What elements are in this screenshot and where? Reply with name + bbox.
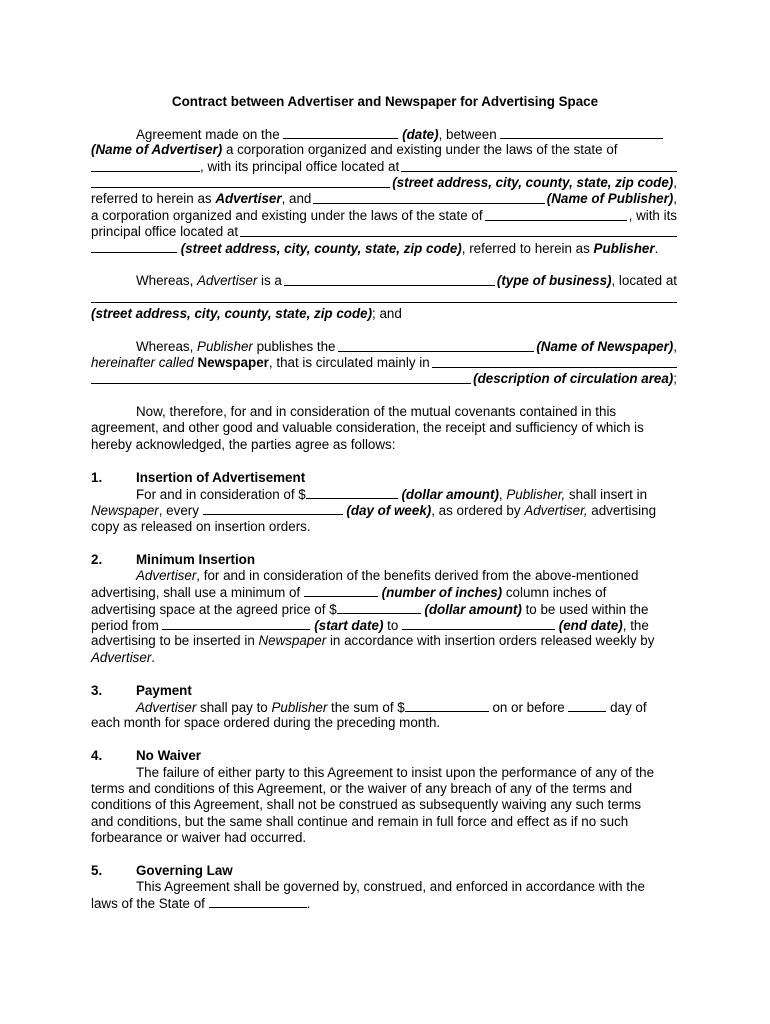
intro-line-7: principal office located at — [91, 224, 677, 240]
blank-s3-day — [568, 699, 606, 712]
blank-s1-dollar — [306, 486, 398, 499]
blank-publisher — [313, 191, 544, 204]
now-line-1: Now, therefore, for and in consideration of the mutual covenants contained in this — [136, 404, 617, 419]
blank-date — [283, 126, 398, 139]
section-4-heading: No Waiver — [136, 748, 201, 763]
whereas2-line-2: hereinafter called Newspaper, that is circulated mainly in — [91, 355, 677, 371]
blank-s2-dollar — [337, 601, 421, 614]
s2-line-6: Advertiser. — [91, 650, 156, 665]
section-3-number: 3. — [91, 683, 103, 698]
intro-line-5: referred to herein as Advertiser, and (Name of Publisher), — [91, 191, 677, 206]
blank-business-type — [284, 273, 495, 286]
intro-line-3: , with its principal office located at — [91, 159, 677, 175]
blank-s5-state — [209, 895, 307, 908]
blank-between — [500, 126, 663, 139]
s4-line-5: forbearance or waiver had occurred. — [91, 830, 307, 845]
intro-line-6: a corporation organized and existing under the laws of the state of , with its — [91, 208, 677, 223]
section-2-heading: Minimum Insertion — [136, 552, 256, 567]
blank-state — [91, 159, 200, 172]
section-5-number: 5. — [91, 863, 103, 878]
whereas2-line-3: (description of circulation area); — [91, 371, 677, 387]
s2-line-3: advertising space at the agreed price of $ (dollar amount) to be used within the — [91, 602, 649, 617]
section-1-number: 1. — [91, 470, 103, 485]
blank-pub-state — [485, 208, 627, 221]
s2-line-4: period from (start date) to (end date), the — [91, 618, 649, 633]
s2-line-2: advertising, shall use a minimum of (number of inches) column inches of — [91, 585, 607, 600]
s3-line-1: Advertiser shall pay to Publisher the sum of $ on or before day of — [136, 700, 647, 715]
intro-line-1: Agreement made on the (date), between — [136, 126, 677, 142]
s4-line-2: terms and conditions of this Agreement, or the waiver of any breach of any of the terms and — [91, 781, 633, 796]
now-line-3: hereby acknowledged, the parties agree as follows: — [91, 437, 396, 452]
blank-pub-office — [240, 224, 677, 237]
s1-line-2: Newspaper, every (day of week), as ordered by Advertiser, advertising — [91, 503, 657, 518]
s1-line-1: For and in consideration of $ (dollar amount), Publisher, shall insert in — [136, 487, 648, 502]
blank-s3-sum — [405, 699, 489, 712]
whereas1-line-2 — [91, 290, 677, 306]
section-3-heading: Payment — [136, 683, 192, 698]
s5-line-1: This Agreement shall be governed by, construed, and enforced in accordance with the — [136, 879, 645, 894]
blank-s2-end — [402, 617, 555, 630]
blank-newspaper-name — [338, 339, 535, 352]
intro-line-4: (street address, city, county, state, zip code), — [91, 175, 677, 191]
blank-s1-day — [203, 502, 343, 515]
s1-line-3: copy as released on insertion orders. — [91, 519, 311, 534]
document-title: Contract between Advertiser and Newspaper for Advertising Space — [171, 94, 599, 109]
intro-line-8: (street address, city, county, state, zip code), referred to herein as Publisher. — [91, 240, 677, 256]
s4-line-4: and conditions, but the same shall continue and remain in full force and effect as if no such — [91, 814, 629, 829]
intro-line-2: (Name of Advertiser) a corporation organized and existing under the laws of the state of — [91, 142, 618, 157]
whereas1-line-3: (street address, city, county, state, zip code); and — [91, 306, 402, 321]
s3-line-2: each month for space ordered during the preceding month. — [91, 715, 441, 730]
blank-office-2 — [91, 175, 390, 188]
s5-line-2: laws of the State of . — [91, 896, 311, 911]
section-1-heading: Insertion of Advertisement — [136, 470, 306, 485]
blank-s2-start — [162, 617, 310, 630]
s4-line-1: The failure of either party to this Agreement to insist upon the performance of any of the — [136, 765, 655, 780]
blank-office — [401, 159, 677, 172]
blank-circulation-2 — [91, 371, 471, 384]
blank-circulation — [432, 355, 677, 368]
blank-adv-location — [91, 290, 677, 303]
section-4-number: 4. — [91, 748, 103, 763]
section-5-heading: Governing Law — [136, 863, 233, 878]
section-2-number: 2. — [91, 552, 103, 567]
now-line-2: agreement, and other good and valuable consideration, the receipt and sufficiency of which is — [91, 420, 644, 435]
whereas2-line-1: Whereas, Publisher publishes the (Name of Newspaper), — [136, 339, 677, 354]
blank-s2-inches — [304, 584, 378, 597]
blank-pub-office-2 — [91, 240, 177, 253]
whereas1-line-1: Whereas, Advertiser is a (type of business), located at — [136, 273, 677, 288]
s2-line-5: advertising to be inserted in Newspaper in accordance with insertion orders released weekly by — [91, 633, 655, 648]
s2-line-1: Advertiser, for and in consideration of the benefits derived from the above-mentioned — [136, 568, 639, 583]
s4-line-3: conditions of this Agreement, shall not be construed as subsequently waiving any such terms — [91, 797, 642, 812]
